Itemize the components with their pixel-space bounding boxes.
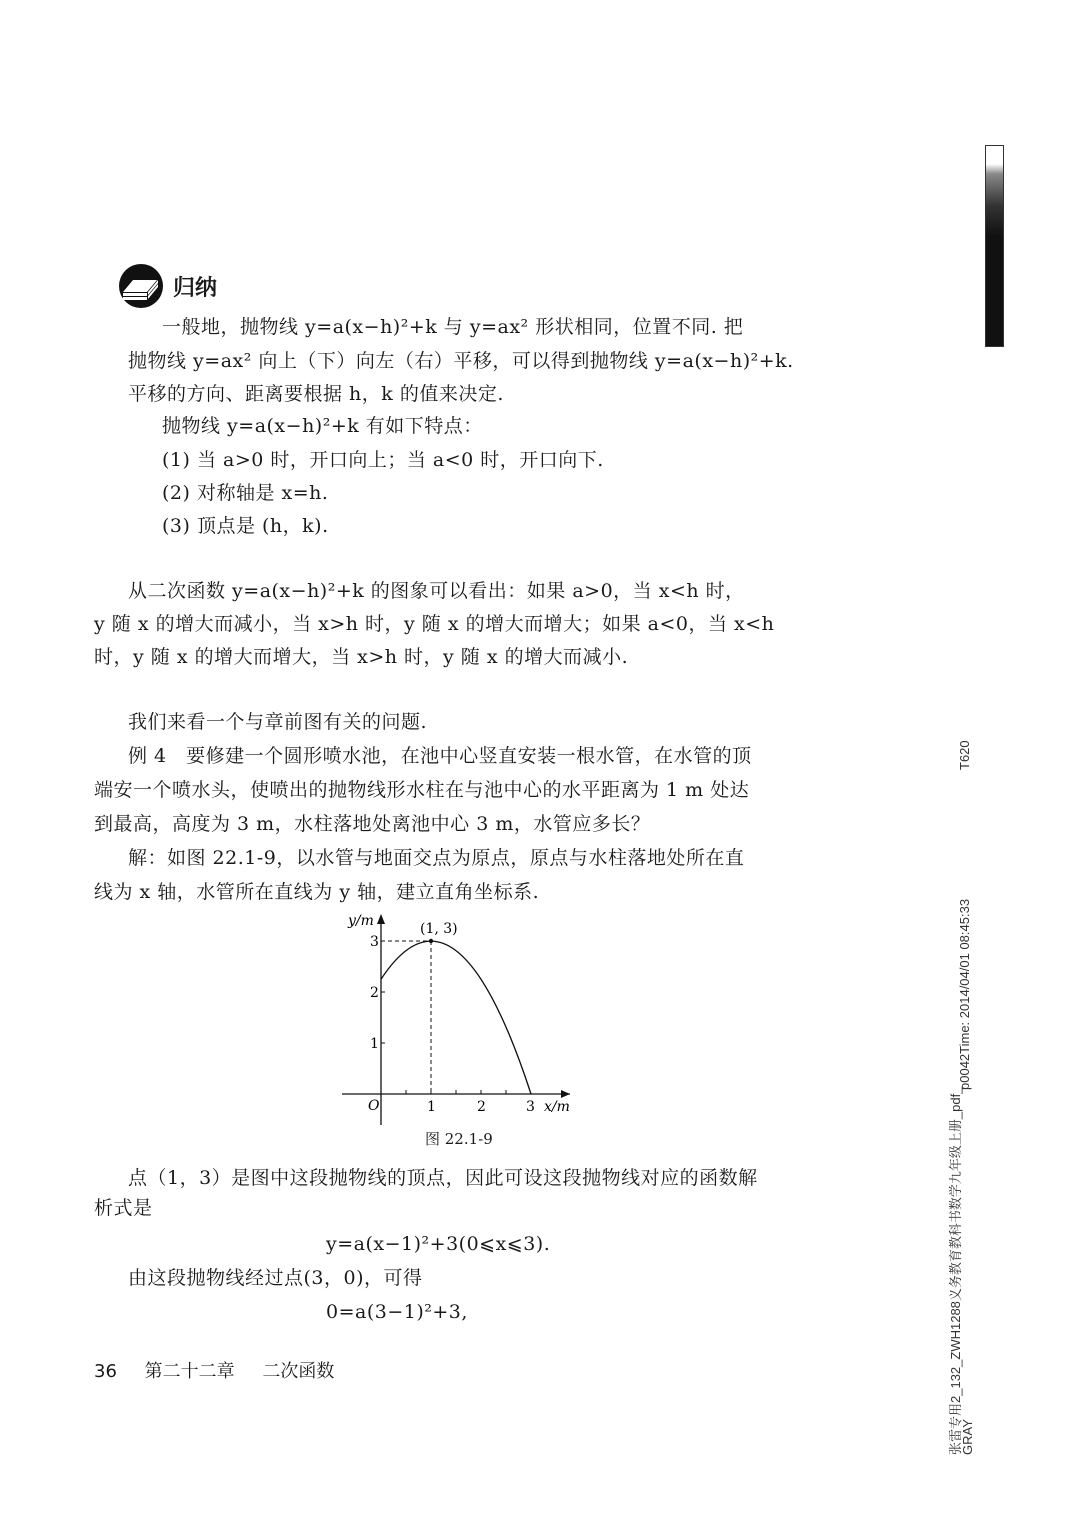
vertex-label: (1, 3) [420,921,458,937]
y-tick-label: 3 [370,934,379,950]
x-axis-arrow-icon [561,1090,570,1098]
observation-line: 时，y 随 x 的增大而增大，当 x>h 时，y 随 x 的增大而减小. [94,646,629,668]
page-footer [94,1357,356,1383]
formula-2: 0=a(3−1)²+3, [326,1301,468,1323]
margin-file-info: 张雷专用2_132_ZWH1288义务教育教科书数学九年级上册_pdf_ [948,1086,963,1455]
y-tick-label: 2 [370,985,379,1001]
observation-line: 从二次函数 y=a(x−h)²+k 的图象可以看出：如果 a>0，当 x<h 时， [128,580,745,602]
chapter-title: 二次函数 [262,1361,335,1382]
continuation-text: 由这段抛物线经过点(3，0)，可得 [128,1267,423,1289]
example-line: 端安一个喷水头，使喷出的抛物线形水柱在与池中心的水平距离为 1 m 处达 [94,779,750,801]
example-intro: 我们来看一个与章前图有关的问题. [128,711,428,733]
continuation-line: 点（1，3）是图中这段抛物线的顶点，因此可设这段抛物线对应的函数解 [128,1167,758,1189]
observation-line: y 随 x 的增大而减小，当 x>h 时，y 随 x 的增大而增大；如果 a<0，当 x<h [94,613,775,635]
summary-line: 平移的方向、距离要根据 h，k 的值来决定. [128,383,504,405]
margin-code: T620 [957,740,972,770]
margin-color-mode: GRAY [960,1419,975,1455]
summary-line: (3) 顶点是 (h，k). [162,515,329,537]
x-tick-label: 3 [526,1099,535,1115]
page-number: 36 [94,1361,117,1382]
y-axis-label: y/m [348,913,374,929]
continuation-line: 析式是 [94,1197,153,1219]
parabola-curve [381,941,531,1094]
y-axis-arrow-icon [377,914,385,924]
x-tick-label: 2 [477,1099,486,1115]
summary-line: 一般地，抛物线 y=a(x−h)²+k 与 y=ax² 形状相同，位置不同. 把 [162,316,744,338]
example-line: 到最高，高度为 3 m，水柱落地处离池中心 3 m，水管应多长？ [94,813,651,835]
formula-1: y=a(x−1)²+3(0⩽x⩽3). [326,1233,551,1255]
y-tick-label: 1 [370,1036,379,1052]
x-axis-label: x/m [544,1099,570,1115]
summary-line: 抛物线 y=a(x−h)²+k 有如下特点： [162,415,483,437]
parabola-figure [330,905,590,1125]
summary-heading [117,262,217,310]
chapter-label: 第二十二章 [144,1361,235,1382]
figure-caption: 图 22.1-9 [425,1130,493,1148]
example-line: 例 4 要修建一个圆形喷水池，在池中心竖直安装一根水管，在水管的顶 [128,745,752,767]
heading-label: 归纳 [173,275,218,301]
vertex-point [429,939,433,943]
solution-line: 解：如图 22.1-9，以水管与地面交点为原点，原点与水柱落地处所在直 [128,847,745,869]
x-tick-label: 1 [427,1099,436,1115]
summary-line: 抛物线 y=ax² 向上（下）向左（右）平移，可以得到抛物线 y=a(x−h)²+k. [128,350,794,372]
book-stack-icon [117,262,165,310]
margin-timestamp: p0042Time: 2014/04/01 08:45:33 [957,898,972,1090]
summary-line: (1) 当 a>0 时，开口向上；当 a<0 时，开口向下. [162,449,604,471]
scan-gray-scale-bar [985,145,1004,347]
origin-label: O [368,1098,380,1114]
summary-line: (2) 对称轴是 x=h. [162,482,329,504]
solution-line: 线为 x 轴，水管所在直线为 y 轴，建立直角坐标系. [94,881,540,903]
